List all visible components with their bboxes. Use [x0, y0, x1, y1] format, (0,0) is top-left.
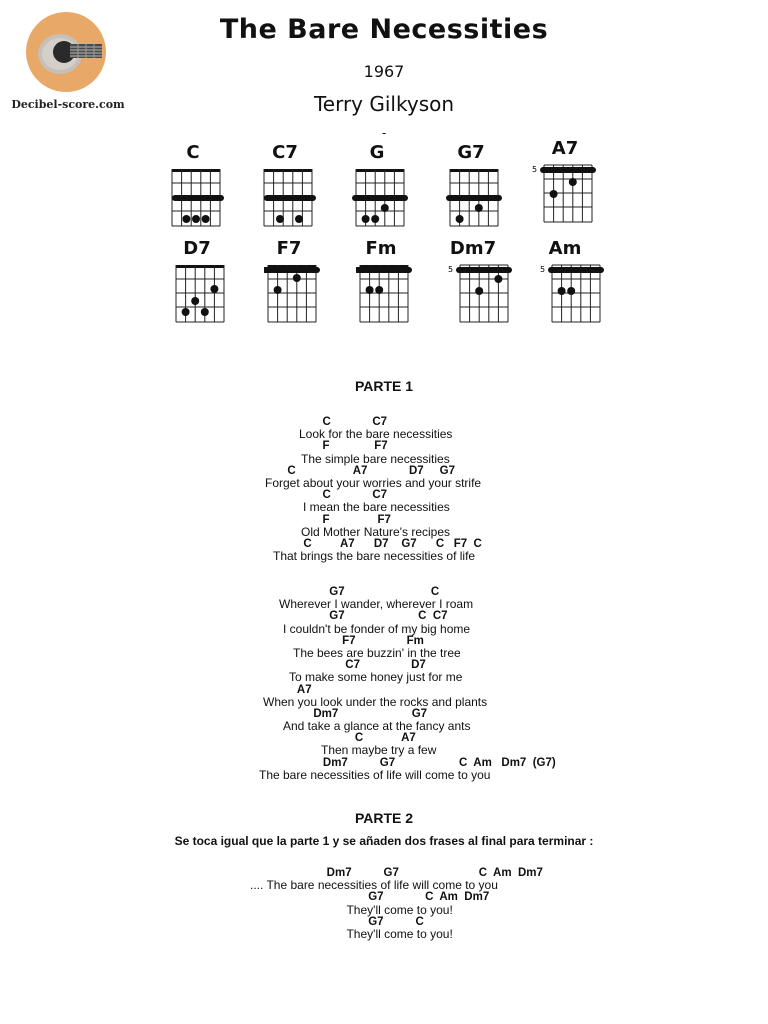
part1-verse1	[265, 416, 482, 562]
chord-line: Dm7 G7 C Am Dm7 (G7)	[259, 756, 556, 769]
chord-line: G7 C	[250, 915, 424, 928]
lyric-line: Old Mother Nature's recipes	[301, 524, 451, 539]
lyric-line: Wherever I wander, wherever I roam	[279, 597, 474, 612]
chord-am-diagram	[540, 262, 606, 326]
chord-name: Dm7	[449, 238, 497, 259]
chord-line: G7 C Am Dm7	[250, 891, 490, 904]
chord-fm	[348, 238, 428, 328]
chord-dm7-fret-number: 5	[448, 265, 454, 274]
lyric-line: Look for the bare necessities	[299, 427, 453, 442]
lyric-line: When you look under the rocks and plants	[263, 694, 488, 709]
chord-dm7-diagram	[448, 262, 514, 326]
chord-name: A7	[551, 138, 579, 159]
lyric-line: They'll come to you!	[250, 902, 453, 917]
part2-note: Se toca igual que la parte 1 y se añaden dos frases al final para terminar :	[174, 834, 594, 848]
lyric-line: .... The bare necessities of life will come to you	[250, 878, 498, 893]
chord-g-diagram	[352, 166, 410, 230]
lyric-line: I couldn't be fonder of my big home	[283, 621, 471, 636]
chord-a7-diagram	[532, 162, 598, 226]
part1-verse2	[259, 586, 556, 781]
chord-line: C C7	[265, 416, 388, 428]
chord-line: C A7 D7 G7 C F7 C	[265, 537, 482, 550]
chord-name: G	[369, 142, 385, 163]
chord-line: C A7	[259, 732, 416, 745]
lyric-line: And take a glance at the fancy ants	[283, 719, 471, 734]
chord-fm-diagram	[356, 262, 414, 326]
chord-c	[160, 142, 240, 232]
chord-g7-diagram	[446, 166, 504, 230]
song-title: The Bare Necessities	[219, 14, 549, 45]
chord-a7	[532, 138, 612, 228]
lyric-line: The bees are buzzin' in the tree	[293, 645, 461, 660]
chord-line: F F7	[265, 513, 391, 526]
lyric-line: The simple bare necessities	[301, 451, 450, 466]
lyric-line: I mean the bare necessities	[303, 500, 450, 515]
lyric-line: Then maybe try a few	[321, 743, 437, 758]
chord-name: C	[186, 142, 200, 163]
chord-f7-diagram	[264, 262, 322, 326]
logo-text: Decibel-score.com	[11, 98, 125, 111]
chord-name: C7	[272, 142, 298, 163]
part1-title: PARTE 1	[354, 378, 414, 394]
lyric-line: The bare necessities of life will come to you	[259, 767, 491, 782]
chord-line: G7 C C7	[259, 610, 448, 623]
chord-f7	[256, 238, 336, 328]
chord-name: Am	[548, 238, 582, 259]
part2-ending	[250, 867, 543, 940]
chord-line: C7 D7	[259, 659, 426, 672]
chord-line: A7	[259, 683, 312, 696]
chord-name: F7	[276, 238, 302, 259]
part2-title: PARTE 2	[354, 810, 414, 826]
chord-line: Dm7 G7 C Am Dm7	[250, 867, 543, 879]
chord-line: C A7 D7 G7	[265, 464, 456, 477]
chord-line: Dm7 G7	[259, 707, 428, 720]
chord-a7-fret-number: 5	[532, 165, 538, 174]
chord-name: G7	[457, 142, 485, 163]
chord-line: F7 Fm	[259, 634, 424, 647]
chord-c7-diagram	[260, 166, 318, 230]
song-year: 1967	[363, 62, 405, 81]
chord-am-fret-number: 5	[540, 265, 546, 274]
chord-d7	[164, 238, 244, 328]
chord-name: D7	[183, 238, 211, 259]
lyric-line: Forget about your worries and your strife	[265, 475, 482, 490]
song-artist: Terry Gilkyson	[313, 92, 455, 116]
chord-diagrams	[160, 138, 610, 332]
song-dash: -	[381, 125, 387, 140]
chord-line: F F7	[265, 440, 388, 453]
lyric-line: To make some honey just for me	[289, 670, 463, 685]
chord-c7	[252, 142, 332, 232]
chord-dm7	[440, 238, 520, 328]
chord-d7-diagram	[172, 262, 230, 326]
chord-line: C C7	[265, 489, 388, 502]
chord-c-diagram	[168, 166, 226, 230]
chord-name: Fm	[365, 238, 397, 259]
chord-line: G7 C	[259, 586, 440, 598]
lyric-line: They'll come to you!	[250, 926, 453, 941]
lyric-line: That brings the bare necessities of life	[273, 549, 476, 564]
chord-g	[344, 142, 424, 232]
chord-am	[532, 238, 612, 328]
chord-g7	[438, 142, 518, 232]
